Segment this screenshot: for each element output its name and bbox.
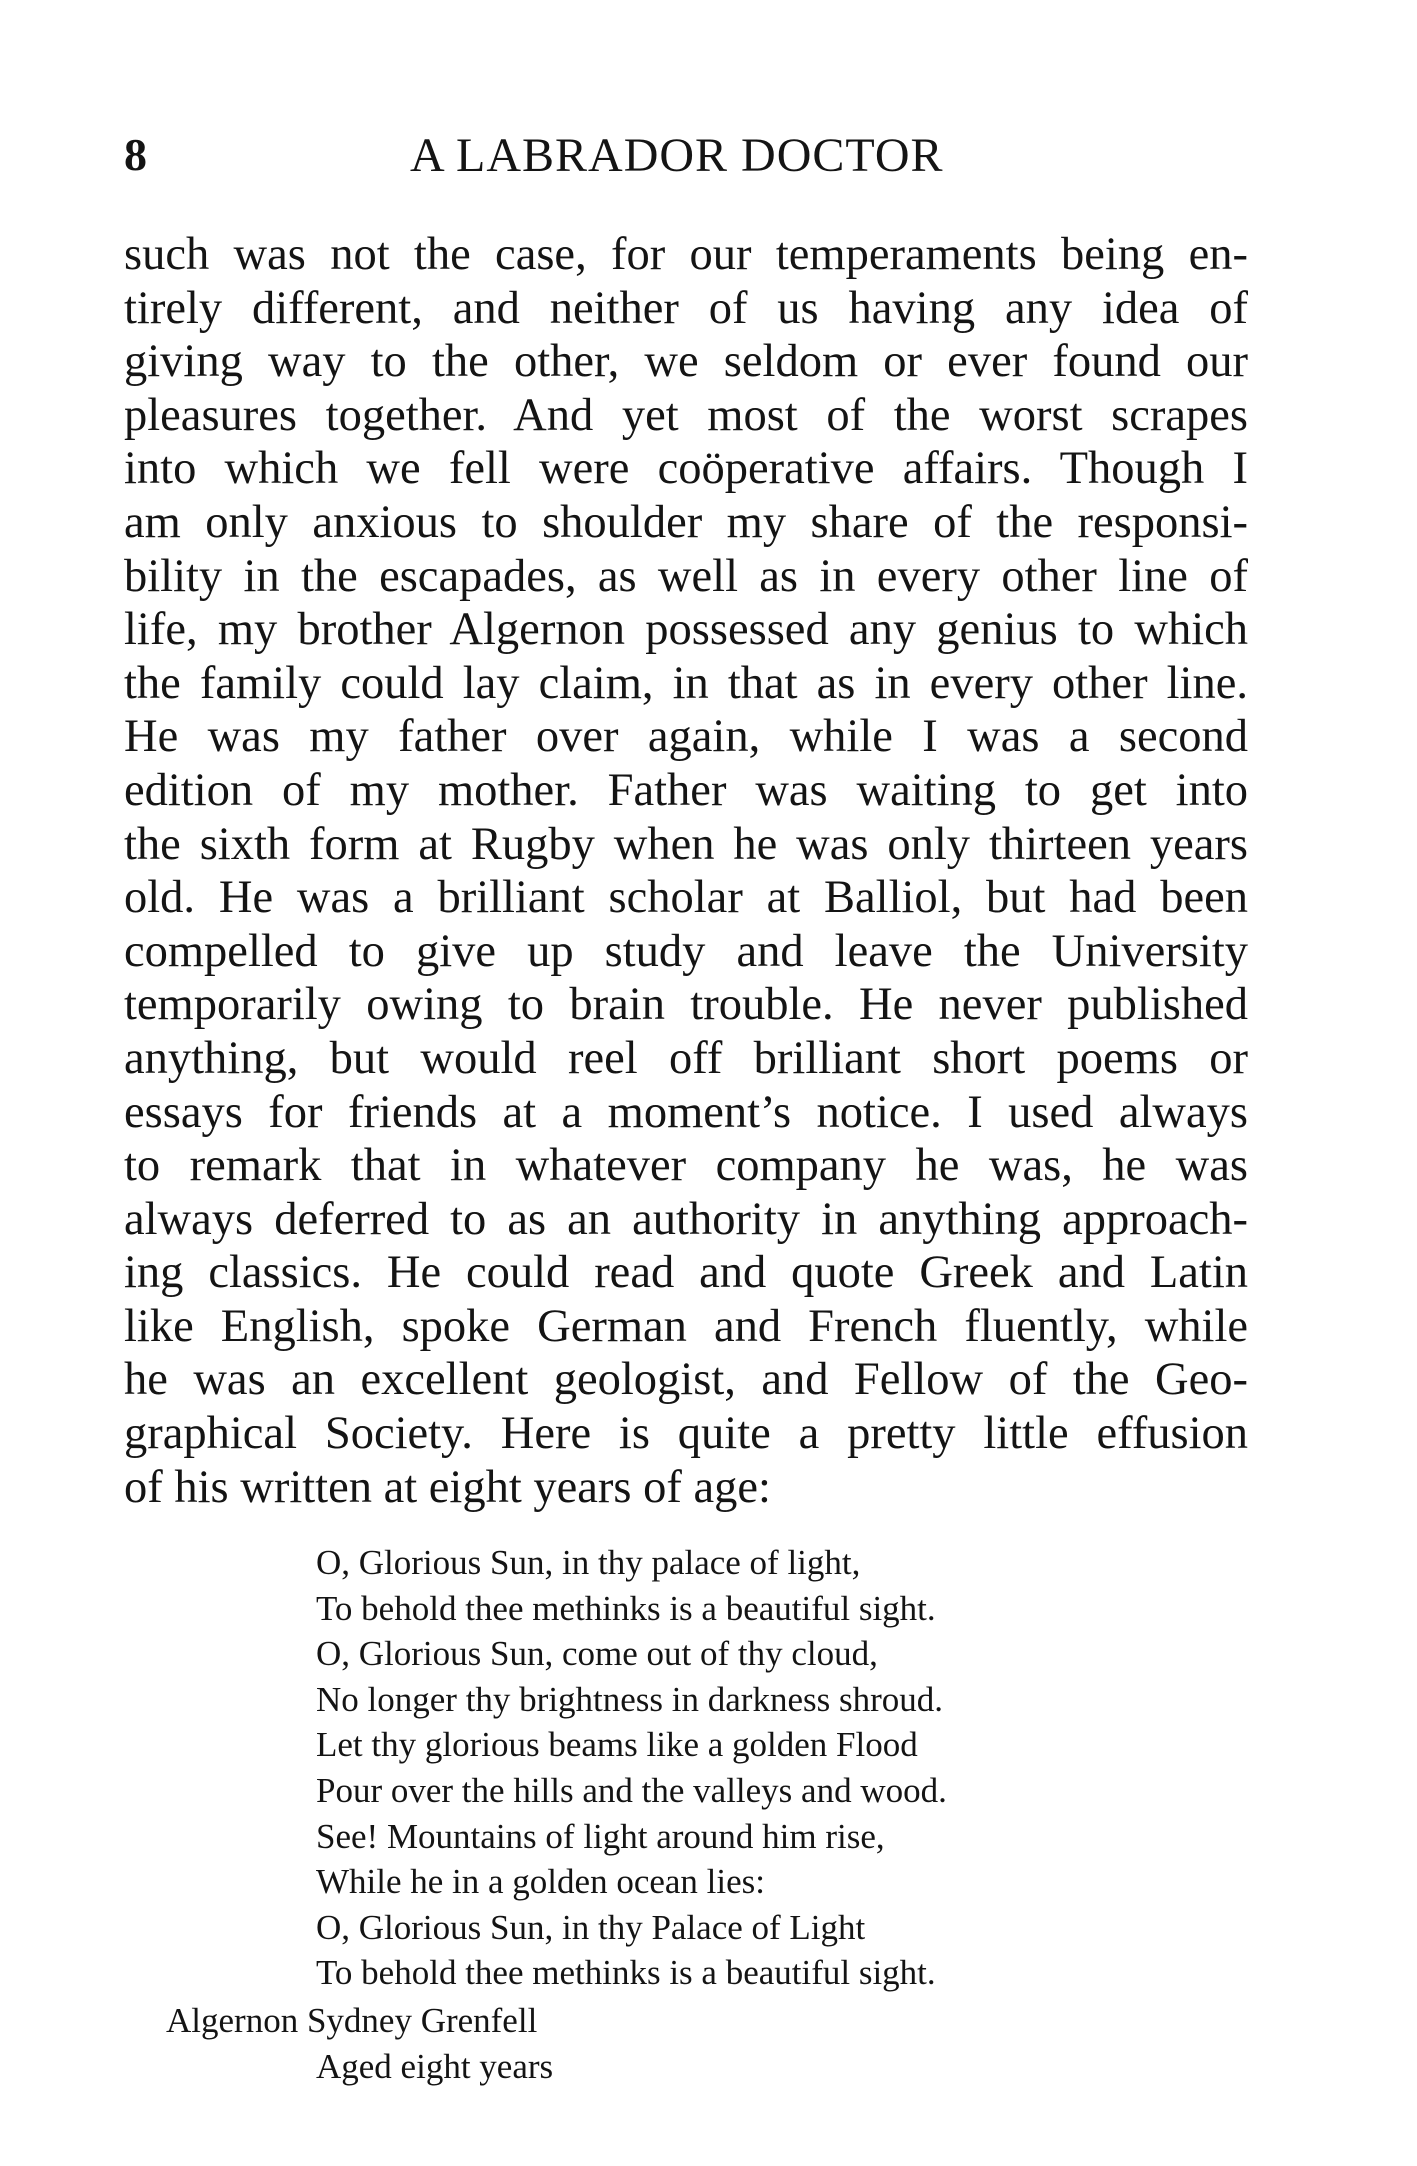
body-line: anything, but would reel off brilliant short poems or [124, 1032, 1248, 1084]
body-line: edition of my mother. Father was waiting to get into [124, 764, 1248, 816]
poem-line: O, Glorious Sun, in thy palace of light, [316, 1543, 861, 1582]
body-line: am only anxious to shoulder my share of the responsi- [124, 496, 1248, 548]
body-line: like English, spoke German and French fluently, while [124, 1300, 1248, 1352]
body-line: tirely different, and neither of us having any idea of [124, 282, 1248, 334]
body-line: such was not the case, for our temperaments being en- [124, 229, 1248, 280]
poem-line: No longer thy brightness in darkness shroud. [316, 1679, 944, 1719]
running-title: A LABRADOR DOCTOR [410, 129, 944, 182]
body-line: ing classics. He could read and quote Greek and Latin [124, 1247, 1248, 1299]
body-line: into which we fell were coöperative affairs. Though I [124, 443, 1248, 495]
body-line: bility in the escapades, as well as in every other line of [124, 550, 1248, 602]
poem [316, 1540, 947, 1996]
poem-line: See! Mountains of light around him rise, [316, 1816, 885, 1856]
poem-line: To behold thee methinks is a beautiful sight. [316, 1588, 936, 1628]
poem-line: O, Glorious Sun, in thy Palace of Light [316, 1907, 866, 1947]
body-line: He was my father over again, while I was a second [124, 711, 1248, 763]
body-line: essays for friends at a moment’s notice. I used always [124, 1086, 1248, 1138]
body-line: of his written at eight years of age: [124, 1461, 771, 1513]
poem-line: Pour over the hills and the valleys and wood. [316, 1770, 947, 1810]
body-line: he was an excellent geologist, and Fellow of the Geo- [124, 1354, 1248, 1406]
body-line: pleasures together. And yet most of the worst scrapes [124, 389, 1248, 441]
body-line: always deferred to as an authority in anything approach- [124, 1193, 1248, 1245]
body-line: to remark that in whatever company he was, he was [124, 1140, 1248, 1192]
page-header [124, 128, 1248, 188]
poem-line: To behold thee methinks is a beautiful sight. [316, 1953, 936, 1993]
body-line: temporarily owing to brain trouble. He never published [124, 979, 1248, 1031]
poem-line: Let thy glorious beams like a golden Flood [316, 1725, 918, 1765]
body-line: giving way to the other, we seldom or ever found our [124, 336, 1248, 388]
body-line: the sixth form at Rugby when he was only thirteen years [124, 818, 1248, 870]
body-line: graphical Society. Here is quite a pretty little effusion [124, 1408, 1248, 1460]
poem-signature [166, 1998, 553, 2089]
author-name: Algernon Sydney Grenfell [166, 2001, 538, 2040]
body-line: compelled to give up study and leave the University [124, 925, 1248, 977]
body-paragraph [124, 228, 1248, 1514]
poem-line: O, Glorious Sun, come out of thy cloud, [316, 1634, 878, 1674]
body-line: life, my brother Algernon possessed any genius to which [124, 604, 1248, 656]
body-line: old. He was a brilliant scholar at Balliol, but had been [124, 872, 1248, 924]
author-age: Aged eight years [316, 2046, 554, 2086]
poem-line: While he in a golden ocean lies: [316, 1862, 766, 1902]
body-line: the family could lay claim, in that as in every other line. [124, 657, 1248, 709]
page-number: 8 [124, 129, 147, 180]
